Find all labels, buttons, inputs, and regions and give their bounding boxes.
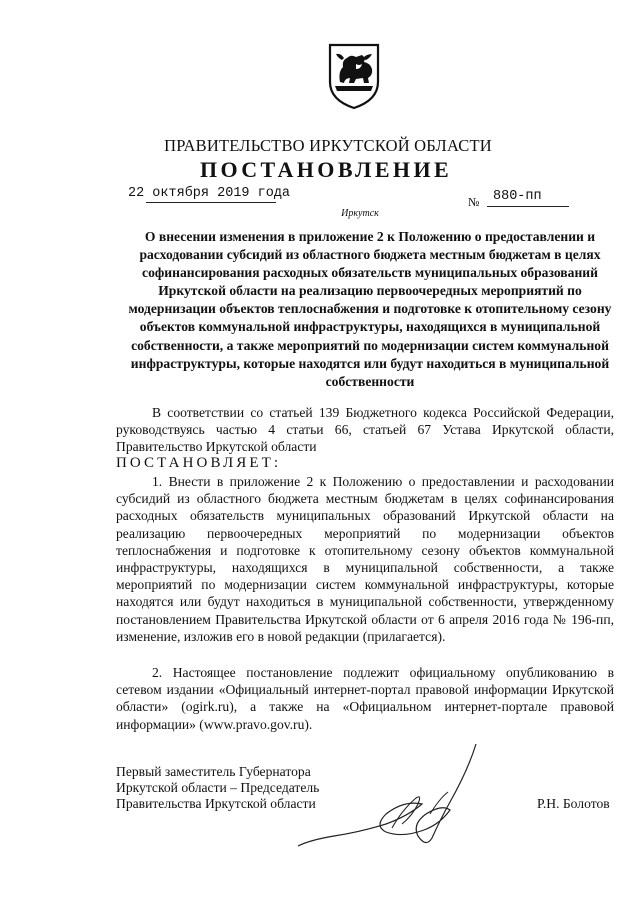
date-underline — [146, 202, 276, 203]
document-date: 22 октября 2019 года — [128, 186, 291, 201]
irkutsk-coat-of-arms-icon — [326, 42, 382, 110]
signer-name: Р.Н. Болотов — [537, 796, 610, 811]
document-type: ПОСТАНОВЛЕНИЕ — [199, 157, 453, 182]
signer-position-line-3: Правительства Иркутской области — [116, 796, 316, 811]
item-1-paragraph: 1. Внести в приложение 2 к Положению о предоставлении и расходовании субсидий из областного бюджета местным бюджетам в целях софинансирования расходных обязательств муниципальных образований Иркутской области на реализацию первоочередных мероприятий по модернизации объектов теплоснабжения и подготовке к отопительному сезону объектов коммунальной инфраструктуры, находящихся в муниципальной собственности, а также мероприятий по модернизации систем коммунальной инфраструктуры, которые находятся или будут находиться в муниципальной собственности, утвержденному постановлением Правительства Иркутской области от 6 апреля 2016 года № 196-пп, изменение, изложив его в новой редакции (прилагается). — [116, 474, 614, 644]
government-name: ПРАВИТЕЛЬСТВО ИРКУТСКОЙ ОБЛАСТИ — [164, 136, 492, 155]
city-name: Иркутск — [341, 208, 379, 219]
handwritten-signature-icon — [290, 740, 486, 852]
signer-position-line-2: Иркутской области – Председатель — [116, 780, 320, 795]
preamble-paragraph: В соответствии со статьей 139 Бюджетного кодекса Российской Федерации, руководствуясь частью 4 статьи 66, статьей 67 Устава Иркутской области, Правительство Иркутской области — [116, 405, 614, 455]
ruling-word: ПОСТАНОВЛЯЕТ: — [116, 455, 282, 471]
signer-position — [116, 764, 319, 812]
document-title: О внесении изменения в приложение 2 к Положению о предоставлении и расходовании субсидий из областного бюджета местным бюджетам в целях софинансирования расходных обязательств муниципальных образований Иркутской области на реализацию первоочередных мероприятий по модернизации объектов теплоснабжения и подготовке к отопительному сезону объектов коммунальной инфраструктуры, находящихся в муниципальной собственности, а также мероприятий по модернизации систем коммунальной инфраструктуры, которые находятся или будут находиться в муниципальной собственности — [128, 229, 612, 389]
document-number: 880-пп — [493, 189, 542, 204]
item-2-paragraph: 2. Настоящее постановление подлежит официальному опубликованию в сетевом издании «Официальный интернет-портал правовой информации Иркутской области» (ogirk.ru), а также на «Официальном интернет-портале правовой информации» (www.pravo.gov.ru). — [116, 665, 614, 732]
number-sign: № — [468, 195, 480, 209]
number-underline — [487, 206, 569, 207]
signer-position-line-1: Первый заместитель Губернатора — [116, 764, 311, 779]
